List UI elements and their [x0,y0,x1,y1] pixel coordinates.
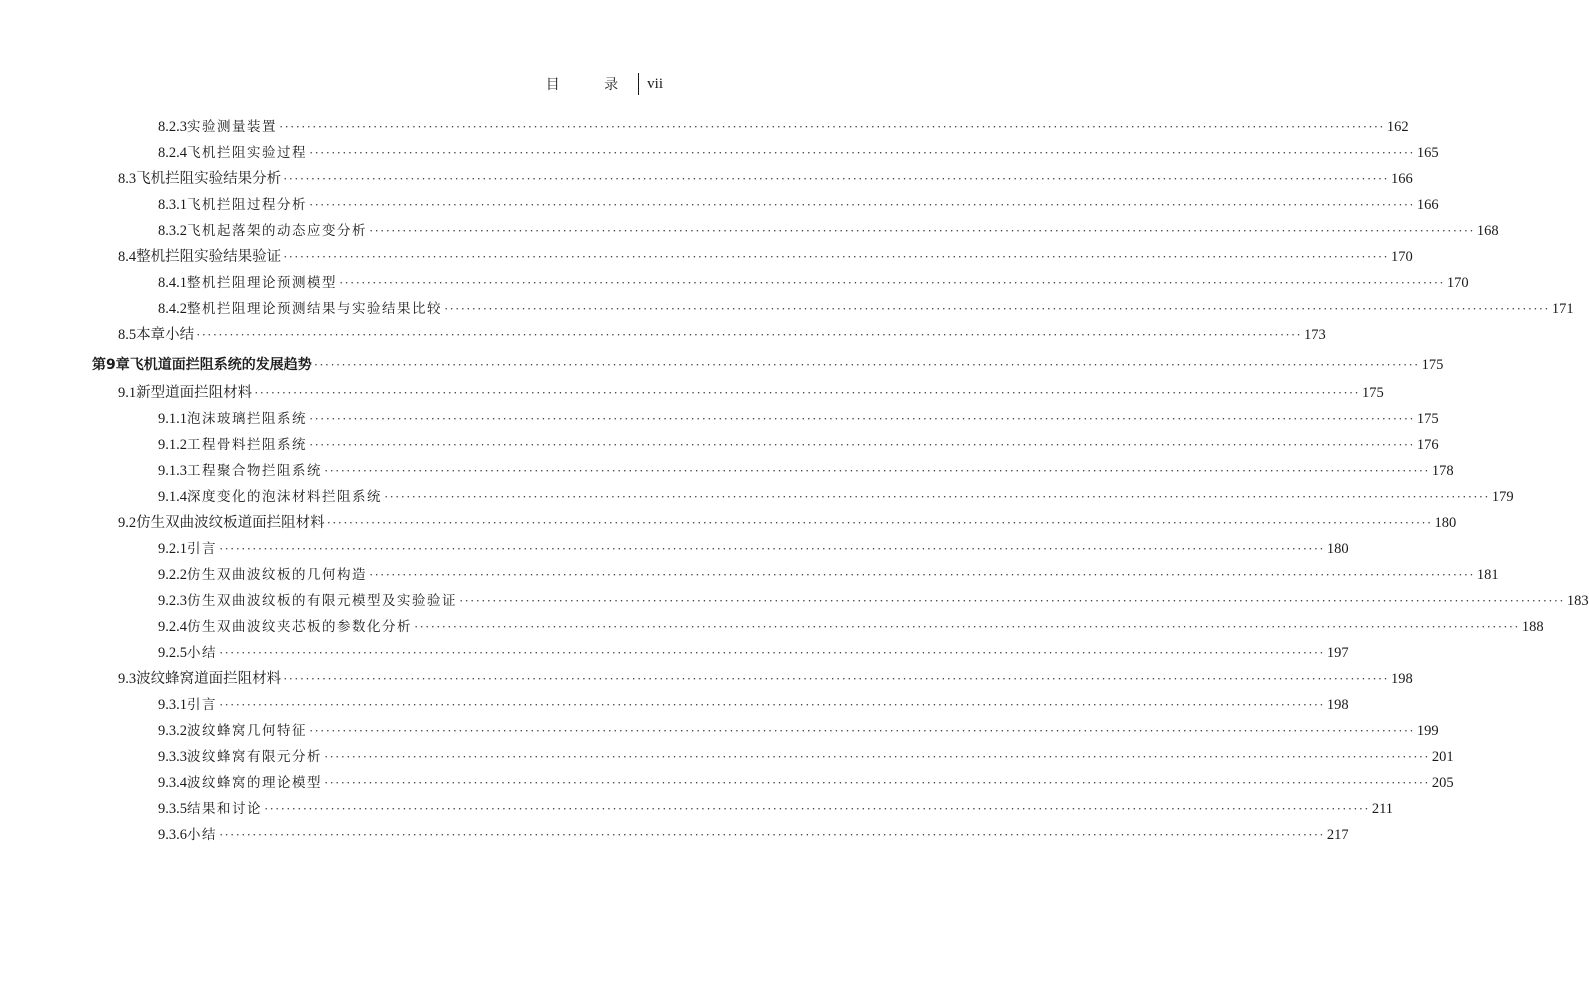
toc-entry-page: 165 [1416,145,1439,161]
toc-entry-number: 8.2.3 [158,119,187,135]
toc-entry[interactable] [158,564,1499,586]
toc-entry-page: 168 [1476,223,1499,239]
toc-entry-page: 180 [1434,515,1457,531]
toc-entry-page: 180 [1326,541,1349,557]
toc-entry-title: 深度变化的泡沫材料拦阻系统 [187,489,382,505]
toc-leader-dots: ········································································································································································································ [219,645,1325,660]
toc-entry-title: 波纹蜂窝有限元分析 [187,749,322,765]
toc-entry-number: 9.2.1 [158,541,187,557]
toc-leader-dots: ········································································································································································································ [444,301,1550,316]
toc-entry-page: 170 [1446,275,1469,291]
toc-entry-page: 183 [1566,593,1589,609]
toc-leader-dots: ········································································································································································································ [324,463,1430,478]
toc-entry[interactable] [158,142,1439,164]
toc-entry[interactable] [158,824,1349,846]
toc-entry-number: 8.4.2 [158,301,187,317]
toc-entry-number: 8.4.1 [158,275,187,291]
toc-entry[interactable] [158,220,1499,242]
toc-leader-dots: ········································································································································································································ [283,671,1389,686]
toc-leader-dots: ········································································································································································································ [313,357,1420,372]
toc-entry-number: 8.4 [118,249,137,265]
toc-entry-page: 171 [1551,301,1574,317]
toc-entry-number: 8.3.1 [158,197,187,213]
toc-entry-page: 201 [1431,749,1454,765]
toc-entry-page: 175 [1416,411,1439,427]
toc-entry-page: 181 [1476,567,1499,583]
toc-entry[interactable] [158,616,1544,638]
toc-entry-page: 198 [1326,697,1349,713]
toc-entry-title: 仿生双曲波纹夹芯板的参数化分析 [187,619,412,635]
toc-entry[interactable] [158,194,1439,216]
toc-entry-page: 211 [1371,801,1394,817]
toc-entry-page: 173 [1303,327,1326,343]
toc-entry-title: 仿生双曲波纹板的有限元模型及实验验证 [187,593,457,609]
toc-entry-number: 9.2.4 [158,619,187,635]
toc-entry-number: 9.2.2 [158,567,187,583]
toc-entry-title: 波纹蜂窝道面拦阻材料 [136,671,282,687]
toc-leader-dots: ········································································································································································································ [309,197,1415,212]
toc-entry[interactable] [158,590,1589,612]
toc-entry[interactable] [118,382,1384,404]
toc-entry-title: 整机拦阻理论预测结果与实验结果比较 [187,301,442,317]
toc-entry[interactable] [158,746,1454,768]
toc-leader-dots: ········································································································································································································ [309,145,1415,160]
toc-entry-page: 188 [1521,619,1544,635]
toc-entry-number: 9.1.2 [158,437,187,453]
toc-entry-title: 本章小结 [136,327,195,343]
toc-entry-number: 9.3.6 [158,827,187,843]
toc-entry-title: 工程聚合物拦阻系统 [187,463,322,479]
toc-entry-title: 整机拦阻理论预测模型 [187,275,337,291]
toc-entry-title: 工程骨料拦阻系统 [187,437,307,453]
page-header [546,74,663,94]
toc-entry-title: 结果和讨论 [187,801,262,817]
header-title: 目 录 [545,77,639,93]
toc-leader-dots: ········································································································································································································ [339,275,1445,290]
toc-entry-title: 飞机拦阻实验过程 [187,145,307,161]
toc-entry[interactable] [158,772,1454,794]
toc-entry-number: 9.3.4 [158,775,187,791]
toc-leader-dots: ········································································································································································································ [369,567,1475,582]
toc-entry-number: 8.3.2 [158,223,187,239]
toc-entry-number: 9.3 [118,671,137,687]
toc-entry[interactable] [158,694,1349,716]
toc-entry-title: 飞机拦阻实验结果分析 [136,171,282,187]
header-divider [638,73,639,95]
toc-entry-title: 整机拦阻实验结果验证 [136,249,282,265]
toc-entry-title: 波纹蜂窝的理论模型 [187,775,322,791]
toc-entry[interactable] [118,668,1413,690]
toc-leader-dots: ········································································································································································································ [384,489,1490,504]
toc-entry-number: 9.3.2 [158,723,187,739]
toc-entry-number: 第9章 [92,357,130,373]
toc-entry-title: 仿生双曲波纹板的几何构造 [187,567,367,583]
toc-entry-title: 仿生双曲波纹板道面拦阻材料 [136,515,325,531]
toc-leader-dots: ········································································································································································································ [459,593,1565,608]
toc-entry[interactable] [158,298,1574,320]
toc-leader-dots: ········································································································································································································ [283,171,1389,186]
toc-entry-page: 175 [1361,385,1384,401]
toc-leader-dots: ········································································································································································································ [326,515,1433,530]
toc-leader-dots: ········································································································································································································ [283,249,1389,264]
toc-entry[interactable] [118,246,1413,268]
toc-entry[interactable] [158,434,1439,456]
toc-entry[interactable] [158,798,1394,820]
toc-leader-dots: ········································································································································································································ [279,119,1385,134]
toc-entry[interactable] [158,272,1469,294]
toc-leader-dots: ········································································································································································································ [324,749,1430,764]
toc-leader-dots: ········································································································································································································ [324,775,1430,790]
toc-entry-page: 166 [1390,171,1413,187]
toc-entry-number: 9.1.4 [158,489,187,505]
toc-leader-dots: ········································································································································································································ [414,619,1520,634]
toc-entry[interactable] [118,512,1457,534]
header-page-number: vii [647,75,663,92]
toc-entry-page: 198 [1390,671,1413,687]
toc-entry-page: 175 [1421,357,1444,373]
toc-entry[interactable] [118,168,1413,190]
toc-entry-number: 9.3.3 [158,749,187,765]
toc-entry-page: 217 [1326,827,1349,843]
toc-entry-number: 8.2.4 [158,145,187,161]
toc-leader-dots: ········································································································································································································ [309,723,1415,738]
toc-entry-page: 205 [1431,775,1454,791]
toc-entry-number: 9.1.1 [158,411,187,427]
toc-entry-title: 引言 [187,541,217,557]
toc-entry-title: 新型道面拦阻材料 [136,385,253,401]
toc-leader-dots: ········································································································································································································ [219,827,1325,842]
toc-entry-page: 162 [1386,119,1409,135]
toc-entry[interactable] [92,354,1444,376]
toc-entry-title: 引言 [187,697,217,713]
toc-entry-page: 166 [1416,197,1439,213]
toc-entry-title: 小结 [187,645,217,661]
toc-entry-number: 9.2 [118,515,137,531]
toc-entry-title: 泡沫玻璃拦阻系统 [187,411,307,427]
toc-leader-dots: ········································································································································································································ [369,223,1475,238]
toc-entry-title: 飞机起落架的动态应变分析 [187,223,367,239]
toc-entry[interactable] [158,642,1349,664]
toc-entry[interactable] [118,324,1326,346]
toc-entry-page: 199 [1416,723,1439,739]
toc-entry-number: 9.1.3 [158,463,187,479]
toc-entry[interactable] [158,720,1439,742]
toc-entry-number: 9.2.3 [158,593,187,609]
toc-entry-page: 179 [1491,489,1514,505]
toc-entry-number: 9.1 [118,385,137,401]
toc-entry[interactable] [158,460,1454,482]
toc-entry-title: 实验测量装置 [187,119,277,135]
toc-entry-number: 9.3.1 [158,697,187,713]
toc-leader-dots: ········································································································································································································ [196,327,1302,342]
toc-entry[interactable] [158,408,1439,430]
toc-entry-title: 飞机拦阻过程分析 [187,197,307,213]
toc-leader-dots: ········································································································································································································ [254,385,1360,400]
toc-entry-page: 176 [1416,437,1439,453]
toc-leader-dots: ········································································································································································································ [264,801,1370,816]
toc-entry-number: 8.3 [118,171,137,187]
toc-entry-number: 9.3.5 [158,801,187,817]
toc-entry-title: 波纹蜂窝几何特征 [187,723,307,739]
toc-entry-number: 9.2.5 [158,645,187,661]
toc-entry[interactable] [158,486,1514,508]
toc-leader-dots: ········································································································································································································ [309,437,1415,452]
toc-entry-number: 8.5 [118,327,137,343]
toc-leader-dots: ········································································································································································································ [219,541,1325,556]
toc-leader-dots: ········································································································································································································ [309,411,1415,426]
toc-entry[interactable] [158,538,1349,560]
toc-entry-page: 197 [1326,645,1349,661]
toc-entry-page: 170 [1390,249,1413,265]
toc-entry-title: 小结 [187,827,217,843]
toc-leader-dots: ········································································································································································································ [219,697,1325,712]
toc-entry-page: 178 [1431,463,1454,479]
toc-entry-title: 飞机道面拦阻系统的发展趋势 [129,357,312,373]
toc-entry[interactable] [158,116,1409,138]
